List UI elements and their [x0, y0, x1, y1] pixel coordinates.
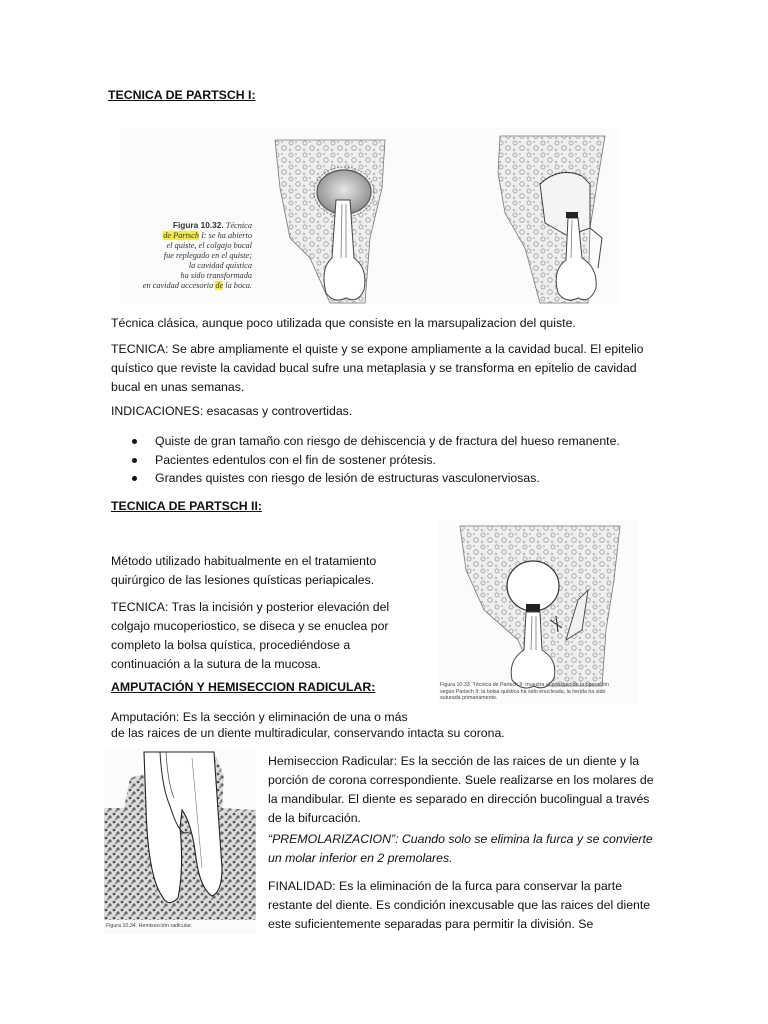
tecnica-paragraph-2: TECNICA: Tras la incisión y posterior elevación del colgajo mucoperiostico, se diseca y se enuclea por completo la bolsa quística, procediéndose a continuación a la sutura de la mucosa.	[111, 600, 390, 671]
amputacion-line1: Amputación: Es la sección y eliminación de una o más	[111, 710, 408, 724]
figure-10-32	[120, 128, 620, 304]
figure-10-32-caption	[128, 220, 252, 291]
caption-highlight-2: de	[215, 281, 224, 290]
indicaciones-list	[132, 432, 692, 488]
figure-10-33	[438, 520, 638, 704]
caption-line7-pre: en cavidad accesoria	[142, 281, 214, 290]
caption-label: Figura 10.32.	[172, 220, 224, 230]
figure-10-34-caption: Figura 10.34. Hemisección radicular.	[106, 923, 192, 929]
caption-line7-post: la boca.	[225, 281, 252, 290]
caption-highlight-1: de Partsch	[163, 231, 199, 240]
premolarizacion-paragraph: “PREMOLARIZACION”: Cuando solo se elimina la furca y se convierte un molar inferior en 2 premolares.	[268, 832, 653, 865]
amputacion-line2: de las raices de un diente multiradicular, conservando intacta su corona.	[111, 726, 505, 740]
caption-line1: Técnica	[225, 221, 252, 230]
tecnica-paragraph-1: TECNICA: Se abre ampliamente el quiste y se expone ampliamente a la cavidad bucal. El epitelio quístico que reviste la cavidad bucal sufre una metaplasia y se transforma en epitelio de cavidad bucal en unas semanas.	[111, 342, 644, 394]
list-item: Quiste de gran tamaño con riesgo de dehiscencia y de fractura del hueso remanente.	[132, 432, 692, 451]
metodo-paragraph: Método utilizado habitualmente en el tratamiento quirúrgico de las lesiones quísticas periapicales.	[111, 554, 377, 587]
heading-partsch-1: TECNICA DE PARTSCH I:	[108, 88, 256, 102]
heading-amputacion: AMPUTACIÓN Y HEMISECCION RADICULAR:	[111, 680, 376, 694]
figure-10-33-illustration	[438, 520, 638, 704]
caption-line3: el quiste, el colgajo bucal	[166, 241, 252, 250]
list-item: Grandes quistes con riesgo de lesión de estructuras vasculonerviosas.	[132, 469, 692, 488]
indicaciones-paragraph: INDICACIONES: esacasas y controvertidas.	[111, 404, 353, 418]
hemiseccion-paragraph: Hemiseccion Radicular: Es la sección de las raices de un diente y la porción de corona correspondiente. Suele realizarse en los molares de la mandibular. El diente es separado en dirección bucolingual a través de la bifurcación.	[268, 754, 654, 825]
caption-line4: fue replegado en el quiste;	[163, 251, 252, 260]
heading-partsch-2: TECNICA DE PARTSCH II:	[111, 499, 262, 513]
caption-line5: la cavidad quística	[188, 261, 252, 270]
caption-line3: suturada primariamente.	[440, 695, 498, 701]
figure-10-34	[104, 748, 256, 934]
caption-line2: I: se ha abierto	[201, 231, 252, 240]
list-item: Pacientes edentulos con el fin de sostener prótesis.	[132, 451, 692, 470]
figure-10-34-illustration	[104, 748, 256, 934]
intro-paragraph: Técnica clásica, aunque poco utilizada que consiste en la marsupalizacion del quiste.	[111, 316, 576, 330]
caption-line6: ha sido transformada	[180, 271, 252, 280]
caption-line2: según Partsch II: la bolsa quística ha sido enucleada, la herida ha sido	[440, 688, 606, 695]
finalidad-paragraph: FINALIDAD: Es la eliminación de la furca para conservar la parte restante del diente. Es condición inexcusable que las raices del diente este suficientemente separadas para permitir la división. Se	[268, 879, 651, 931]
figure-10-33-caption	[440, 682, 636, 702]
caption-line1: Figura 10.33. Técnica de Partsch II: muestra el principio de la operación	[440, 682, 609, 688]
